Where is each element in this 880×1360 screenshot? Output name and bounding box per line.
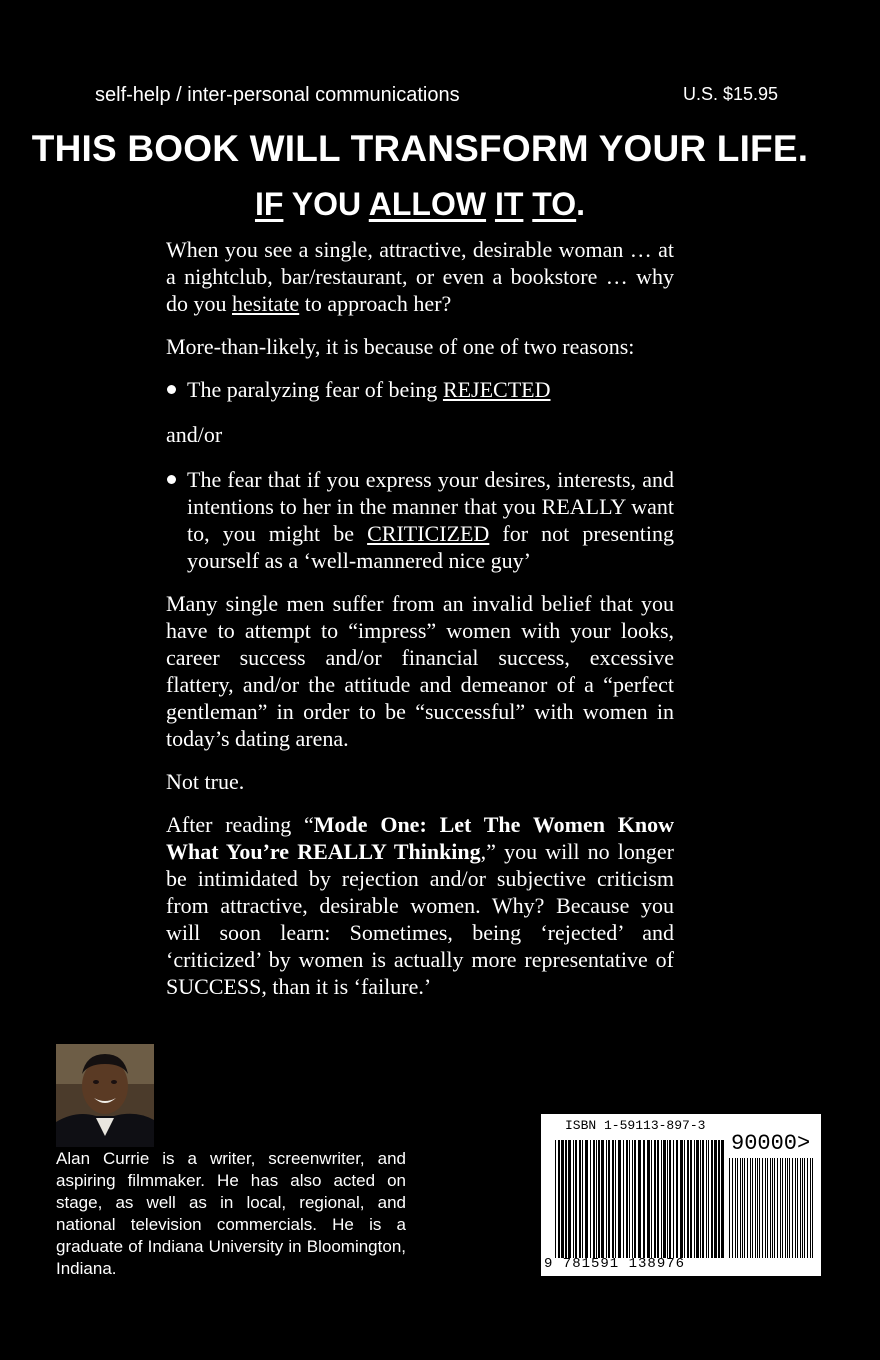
barcode-bar (770, 1158, 771, 1258)
barcode-bar (629, 1140, 630, 1258)
barcode-bar (654, 1140, 656, 1258)
barcode-label (541, 1114, 821, 1276)
barcode-bar (780, 1158, 781, 1258)
subhead-word-you: YOU (291, 186, 362, 222)
barcode-bar (568, 1140, 571, 1258)
barcode-bar (573, 1140, 574, 1258)
barcode-bar (792, 1158, 793, 1258)
isbn-text: ISBN 1-59113-897-3 (565, 1118, 706, 1133)
barcode-bar (762, 1158, 763, 1258)
barcode-bar (647, 1140, 650, 1258)
barcode-bar (561, 1140, 564, 1258)
barcode-bar (643, 1140, 645, 1258)
barcode-bar (680, 1140, 683, 1258)
barcode-bar (802, 1158, 803, 1258)
author-photo (56, 1044, 154, 1147)
barcode-bar (700, 1140, 701, 1258)
bullet-icon (167, 475, 176, 484)
headline: THIS BOOK WILL TRANSFORM YOUR LIFE. (31, 128, 809, 169)
barcode-bar (690, 1140, 692, 1258)
barcode-bar (669, 1140, 671, 1258)
barcode-bar (804, 1158, 805, 1258)
author-portrait-image (56, 1044, 154, 1147)
barcode-bar (750, 1158, 751, 1258)
price-code-text: 90000> (731, 1131, 811, 1156)
barcode-bar (747, 1158, 748, 1258)
bullet-item-2: The fear that if you express your desires, interests, and intentions to her in the manner that you REALLY want to, you might be CRITICIZED for not presenting yourself as a ‘well-mannered nice guy’ (166, 466, 674, 574)
barcode-bar (759, 1158, 760, 1258)
barcode-bar (742, 1158, 743, 1258)
barcode-bar (787, 1158, 788, 1258)
book-title: Mode One: Let The Women Know What You’re REALLY Thinking (166, 812, 674, 864)
barcode-bar (667, 1140, 668, 1258)
barcode-bar (676, 1140, 678, 1258)
subhead-word-to: TO (532, 186, 577, 222)
subhead-period: . (576, 186, 586, 222)
barcode-bar (718, 1140, 720, 1258)
barcode-bar (615, 1140, 616, 1258)
barcode-bar (721, 1140, 724, 1258)
barcode-bar (694, 1140, 695, 1258)
barcode-bar (765, 1158, 766, 1258)
barcode-bar (661, 1140, 662, 1258)
barcode-bar (612, 1140, 614, 1258)
barcode-bar (812, 1158, 813, 1258)
barcode-bar (755, 1158, 756, 1258)
barcode-bar (558, 1140, 560, 1258)
barcode-bar (795, 1158, 796, 1258)
barcode-bar (774, 1158, 775, 1258)
barcode-bar (757, 1158, 758, 1258)
barcode-bar (772, 1158, 773, 1258)
barcode-bar (789, 1158, 790, 1258)
barcode-bar (590, 1140, 591, 1258)
barcode-bar (687, 1140, 689, 1258)
barcode-bar (593, 1140, 595, 1258)
barcode-bar (673, 1140, 674, 1258)
bullet-icon (167, 385, 176, 394)
barcode-bar (767, 1158, 768, 1258)
barcode-bar (684, 1140, 685, 1258)
barcode-bar (714, 1140, 717, 1258)
barcode-bar (651, 1140, 652, 1258)
barcode-bar (696, 1140, 699, 1258)
barcode-bar (565, 1140, 567, 1258)
barcode-bar (601, 1140, 604, 1258)
barcode-bar (732, 1158, 733, 1258)
price-label: U.S. $15.95 (683, 84, 779, 104)
barcode-bar (729, 1158, 730, 1258)
barcode-bar (575, 1140, 577, 1258)
barcode-bar (632, 1140, 633, 1258)
barcode-bar (579, 1140, 581, 1258)
barcode-bar (777, 1158, 778, 1258)
barcode-bar (638, 1140, 641, 1258)
paragraph-2: More-than-likely, it is because of one of two reasons: (166, 334, 635, 359)
barcode-bar (596, 1140, 597, 1258)
bullet-item-1: The paralyzing fear of being REJECTED (166, 376, 674, 403)
subhead-word-if: IF (254, 186, 284, 222)
ean-digits-text: 9 781591 138976 (544, 1256, 686, 1272)
barcode-bar (585, 1140, 588, 1258)
barcode-bar (618, 1140, 621, 1258)
ean-barcode-bars (555, 1140, 727, 1258)
paragraph-3: Many single men suffer from an invalid belief that you have to attempt to “impress” women with your looks, career success and/or financial success, excessive flattery, and/or the attitude and demeanor of a “perfect gentleman” in order to be “successful” with women in today’s dating arena. (166, 591, 674, 751)
barcode-bar (702, 1140, 704, 1258)
barcode-bar (744, 1158, 745, 1258)
underlined-criticized: CRITICIZED (367, 521, 490, 546)
barcode-bar (810, 1158, 811, 1258)
and-or-text: and/or (166, 422, 223, 447)
author-bio: Alan Currie is a writer, screenwriter, and aspiring filmmaker. He has also acted on stage, as well as in local, regional, and national television commercials. He is a graduate of Indiana University in Bloomington, Indiana. (56, 1149, 406, 1278)
barcode-bar (800, 1158, 801, 1258)
barcode-bar (626, 1140, 628, 1258)
barcode-bar (708, 1140, 709, 1258)
barcode-bar (807, 1158, 808, 1258)
barcode-bar (634, 1140, 636, 1258)
barcode-bar (735, 1158, 736, 1258)
underlined-rejected: REJECTED (442, 377, 551, 402)
barcode-bar (663, 1140, 666, 1258)
barcode-bar (711, 1140, 713, 1258)
paragraph-1: When you see a single, attractive, desirable woman … at a nightclub, bar/restaurant, or even a bookstore … why do you hesitate to approach her? (166, 237, 674, 316)
barcode-bar (608, 1140, 610, 1258)
subhead-word-it: IT (494, 186, 524, 222)
paragraph-4: Not true. (166, 769, 245, 794)
barcode-bar (555, 1140, 556, 1258)
category-label: self-help / inter-personal communications (95, 84, 460, 106)
subhead-word-allow: ALLOW (368, 186, 487, 222)
barcode-bar (657, 1140, 659, 1258)
paragraph-5: After reading “Mode One: Let The Women Know What You’re REALLY Thinking,” you will no longer be intimidated by rejection and/or subjective criticism from attractive, desirable women. Why? Because you will soon learn: Sometimes, being ‘rejected’ and ‘criticized’ by women is actually more representative of SUCCESS, than it is ‘failure.’ (166, 812, 674, 999)
barcode-bar (740, 1158, 741, 1258)
barcode-bar (782, 1158, 783, 1258)
barcode-bar (785, 1158, 786, 1258)
barcode-bar (606, 1140, 607, 1258)
barcode-bar (706, 1140, 707, 1258)
barcode-bar (598, 1140, 600, 1258)
underlined-hesitate: hesitate (232, 291, 300, 316)
barcode-bar (752, 1158, 753, 1258)
subheadline (0, 186, 840, 223)
addon-barcode-bars (729, 1158, 815, 1258)
barcode-bar (623, 1140, 624, 1258)
barcode-bar (797, 1158, 798, 1258)
barcode-bar (582, 1140, 583, 1258)
barcode-bar (737, 1158, 738, 1258)
body-copy (166, 236, 674, 1000)
